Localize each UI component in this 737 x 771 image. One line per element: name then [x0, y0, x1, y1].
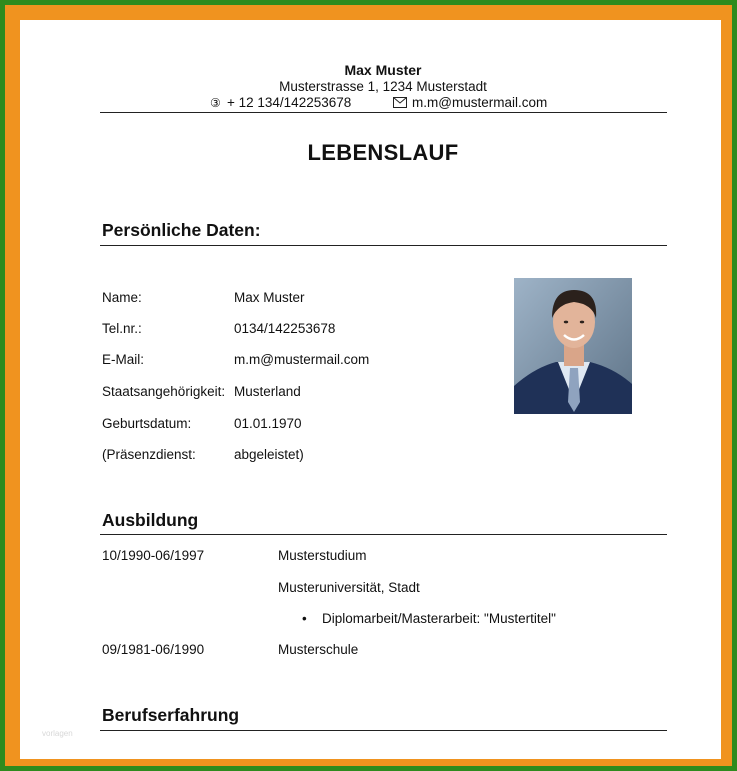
education-location: Musteruniversität, Stadt: [278, 580, 420, 595]
personal-label: Name:: [102, 290, 142, 305]
document-title: LEBENSLAUF: [307, 140, 459, 165]
personal-value[interactable]: m.m@mustermail.com: [234, 352, 370, 367]
header-divider: [100, 112, 667, 113]
header-name: Max Muster: [344, 62, 422, 78]
personal-label: Geburtsdatum:: [102, 416, 192, 431]
personal-label: (Präsenzdienst:: [102, 447, 196, 462]
personal-label: E-Mail:: [102, 352, 145, 367]
cv-page: [20, 20, 721, 759]
personal-value: 0134/142253678: [234, 321, 336, 336]
section-heading-personal: Persönliche Daten:: [102, 220, 261, 240]
section-heading-experience: Berufserfahrung: [102, 705, 240, 725]
phone-icon: ③: [210, 96, 221, 110]
personal-value: 01.01.1970: [234, 416, 302, 431]
envelope-icon: [393, 94, 407, 108]
personal-label: Tel.nr.:: [102, 321, 142, 336]
section-divider-education: [100, 534, 667, 535]
portrait-photo: [514, 278, 632, 414]
personal-label: Staatsangehörigkeit:: [102, 384, 226, 399]
education-institution: Musterschule: [278, 642, 359, 657]
watermark: vorlagen: [42, 729, 73, 738]
education-period: 10/1990-06/1997: [102, 548, 205, 563]
section-divider-personal: [100, 245, 667, 246]
personal-value: Max Muster: [234, 290, 305, 305]
section-heading-education: Ausbildung: [102, 510, 199, 530]
header-address: Musterstrasse 1, 1234 Musterstadt: [279, 79, 487, 94]
education-period: 09/1981-06/1990: [102, 642, 205, 657]
header-phone: + 12 134/142253678: [227, 95, 352, 110]
bullet-point-icon: •: [302, 611, 307, 626]
header-email[interactable]: m.m@mustermail.com: [412, 95, 548, 110]
section-divider-experience: [100, 730, 667, 731]
personal-value: Musterland: [234, 384, 301, 399]
education-thesis: Diplomarbeit/Masterarbeit: "Mustertitel": [322, 611, 556, 626]
personal-value: abgeleistet): [234, 447, 304, 462]
education-institution: Musterstudium: [278, 548, 367, 563]
